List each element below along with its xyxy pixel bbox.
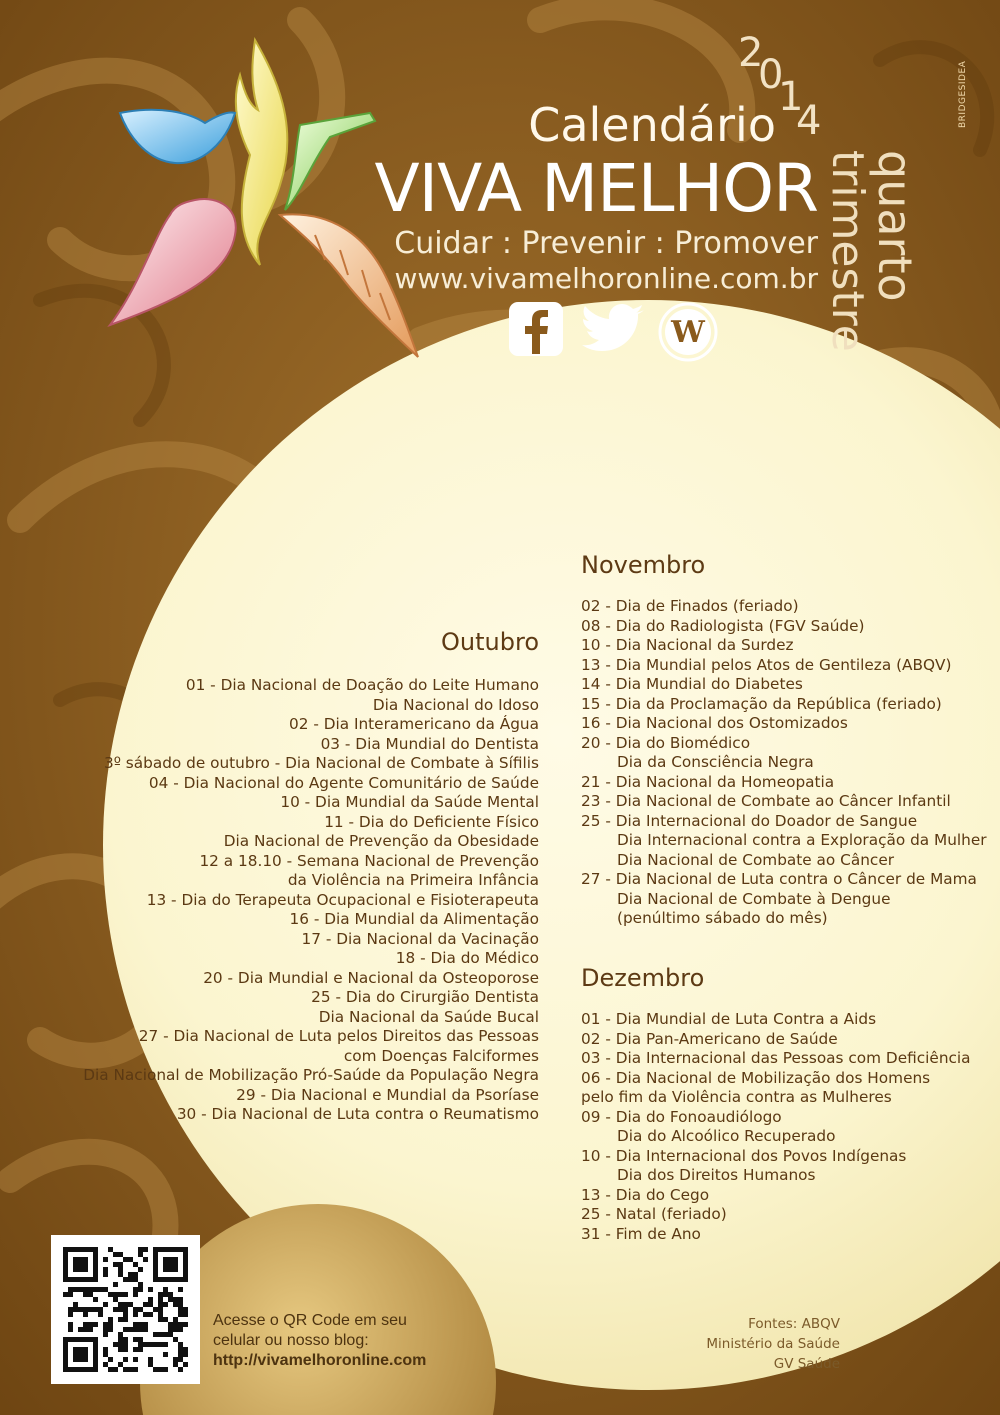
outubro-event-item: 11 - Dia do Deficiente Físico: [324, 812, 539, 831]
dezembro-event-item: 31 - Fim de Ano: [581, 1224, 701, 1243]
dezembro-title: Dezembro: [581, 964, 705, 992]
wordpress-icon[interactable]: [658, 302, 718, 362]
svg-text:W: W: [671, 315, 705, 350]
dezembro-event-item: Dia do Alcoólico Recuperado: [617, 1127, 836, 1145]
novembro-event-item: Dia Nacional de Combate ao Câncer: [617, 850, 895, 869]
outubro-event-item: 12 a 18.10 - Semana Nacional de Prevenção: [199, 851, 539, 870]
outubro-event-item: 16 - Dia Mundial da Alimentação: [289, 910, 539, 928]
outubro-event-item: 25 - Dia do Cirurgião Dentista: [311, 988, 539, 1006]
outubro-event-item: 13 - Dia do Terapeuta Ocupacional e Fisioterapeuta: [146, 890, 539, 909]
year-digit-1: 1: [778, 74, 804, 120]
dezembro-event-item: 03 - Dia Internacional das Pessoas com Deficiência: [581, 1049, 971, 1067]
dezembro-event-item: 25 - Natal (feriado): [581, 1205, 727, 1223]
novembro-event-item: (penúltimo sábado do mês): [617, 909, 828, 927]
website-link[interactable]: www.vivamelhoronline.com.br: [394, 262, 818, 295]
source-line-1: Fontes: ABQV: [748, 1316, 840, 1332]
dezembro-event-item: 06 - Dia Nacional de Mobilização dos Homens: [581, 1068, 931, 1087]
novembro-event-item: 23 - Dia Nacional de Combate ao Câncer Infantil: [581, 792, 951, 810]
novembro-event-item: Dia da Consciência Negra: [617, 753, 814, 771]
dezembro-event-list: [581, 1010, 971, 1244]
outubro-event-item: 20 - Dia Mundial e Nacional da Osteoporose: [203, 968, 539, 987]
outubro-event-item: com Doenças Falciformes: [343, 1046, 539, 1065]
tagline: Cuidar : Prevenir : Promover: [394, 226, 818, 261]
novembro-event-item: 20 - Dia do Biomédico: [581, 733, 751, 752]
outubro-event-item: Dia Nacional da Saúde Bucal: [318, 1007, 539, 1026]
outubro-event-item: 03 - Dia Mundial do Dentista: [320, 734, 539, 753]
outubro-event-item: 01 - Dia Nacional de Doação do Leite Humano: [185, 676, 539, 694]
outubro-event-item: 10 - Dia Mundial da Saúde Mental: [280, 793, 539, 811]
outubro-event-item: da Violência na Primeira Infância: [287, 871, 539, 889]
novembro-event-list: [581, 597, 987, 929]
outubro-event-item: Dia Nacional de Prevenção da Obesidade: [223, 832, 539, 850]
outubro-event-item: 29 - Dia Nacional e Mundial da Psoríase: [236, 1085, 539, 1104]
novembro-event-item: 16 - Dia Nacional dos Ostomizados: [581, 714, 848, 732]
outubro-event-list: [83, 676, 539, 1125]
outubro-title: Outubro: [441, 628, 539, 656]
outubro-event-item: 30 - Dia Nacional de Luta contra o Reumatismo: [176, 1105, 539, 1123]
dezembro-event-item: 09 - Dia do Fonoaudiólogo: [581, 1107, 782, 1126]
facebook-icon[interactable]: [509, 302, 563, 356]
qr-instruction-line-1: Acesse o QR Code em seu: [213, 1312, 407, 1329]
dezembro-event-item: 01 - Dia Mundial de Luta Contra a Aids: [581, 1010, 877, 1028]
blog-url-link[interactable]: http://vivamelhoronline.com: [213, 1352, 427, 1369]
novembro-event-item: Dia Nacional de Combate à Dengue: [617, 889, 891, 908]
quarter-word: quarto: [868, 150, 922, 302]
qr-instructions: [213, 1311, 426, 1371]
year-digit-0: 0: [758, 52, 784, 98]
designer-watermark: BRIDGESIDEA: [958, 60, 968, 128]
outubro-event-item: 04 - Dia Nacional do Agente Comunitário de Saúde: [148, 773, 539, 792]
dezembro-event-item: 02 - Dia Pan-Americano de Saúde: [581, 1029, 838, 1048]
source-line-2: Ministério da Saúde: [706, 1336, 840, 1352]
outubro-event-item: Dia Nacional do Idoso: [372, 695, 539, 714]
sources-block: [706, 1314, 840, 1374]
novembro-event-item: 25 - Dia Internacional do Doador de Sangue: [581, 811, 918, 830]
dezembro-event-item: Dia dos Direitos Humanos: [617, 1166, 816, 1184]
outubro-event-item: 27 - Dia Nacional de Luta pelos Direitos das Pessoas: [138, 1027, 539, 1045]
novembro-event-item: 08 - Dia do Radiologista (FGV Saúde): [581, 616, 865, 635]
year-digit-2: 2: [738, 30, 764, 76]
novembro-event-item: 13 - Dia Mundial pelos Atos de Gentileza (ABQV): [581, 655, 952, 674]
novembro-title: Novembro: [581, 551, 706, 579]
year-digit-4: 4: [796, 98, 822, 144]
novembro-event-item: 15 - Dia da Proclamação da República (feriado): [581, 694, 942, 713]
novembro-event-item: Dia Internacional contra a Exploração da Mulher: [617, 831, 987, 849]
novembro-event-item: 21 - Dia Nacional da Homeopatia: [581, 772, 835, 791]
twitter-icon[interactable]: [582, 304, 646, 356]
novembro-event-item: 02 - Dia de Finados (feriado): [581, 597, 799, 615]
calendar-title: Calendário: [528, 98, 776, 152]
novembro-event-item: 10 - Dia Nacional da Surdez: [581, 636, 794, 654]
outubro-event-item: 3º sábado de outubro - Dia Nacional de Combate à Sífilis: [103, 754, 539, 772]
outubro-event-item: 18 - Dia do Médico: [395, 949, 539, 967]
outubro-event-item: 02 - Dia Interamericano da Água: [289, 715, 539, 733]
outubro-event-item: 17 - Dia Nacional da Vacinação: [301, 929, 539, 948]
trimester-word: trimestre: [822, 150, 873, 352]
novembro-event-item: 14 - Dia Mundial do Diabetes: [581, 675, 803, 693]
dezembro-event-item: 13 - Dia do Cego: [581, 1185, 710, 1204]
dezembro-event-item: 10 - Dia Internacional dos Povos Indígenas: [581, 1146, 907, 1165]
dezembro-event-item: pelo fim da Violência contra as Mulheres: [581, 1088, 892, 1106]
qr-code-image: [51, 1235, 200, 1384]
qr-instruction-line-2: celular ou nosso blog:: [213, 1332, 369, 1349]
outubro-event-item: Dia Nacional de Mobilização Pró-Saúde da População Negra: [83, 1066, 539, 1084]
source-line-3: GV Saúde: [773, 1356, 840, 1372]
qr-code[interactable]: [51, 1235, 200, 1384]
brand-title: VIVA MELHOR: [374, 150, 818, 227]
novembro-event-item: 27 - Dia Nacional de Luta contra o Câncer de Mama: [581, 870, 977, 888]
